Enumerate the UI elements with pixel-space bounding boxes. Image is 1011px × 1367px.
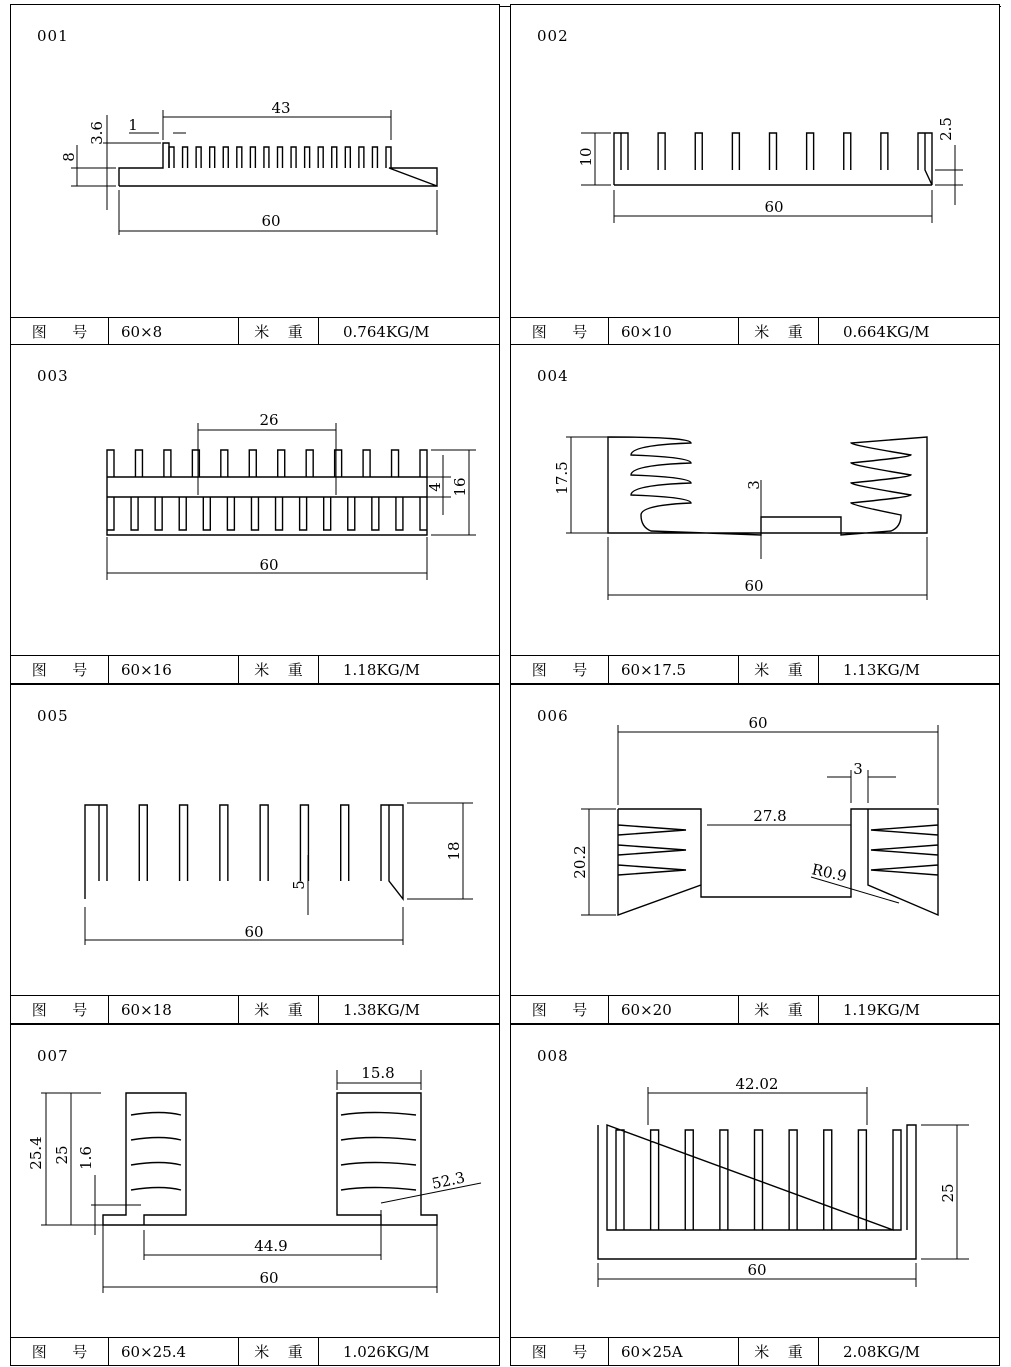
size-value: 60×10	[609, 318, 739, 345]
size-value: 60×18	[109, 996, 239, 1023]
dim-angle: 52.3	[430, 1168, 467, 1193]
weight-value: 1.38KG/M	[343, 1000, 420, 1019]
figure-label: 图 号	[511, 656, 609, 683]
profile-drawing	[511, 5, 1001, 325]
fin-comb	[169, 147, 391, 168]
profile-card-001	[10, 4, 500, 346]
size-value: 60×25.4	[109, 1338, 239, 1365]
heatsink-outline	[598, 1125, 916, 1259]
size-value: 60×8	[109, 318, 239, 345]
dim-base: 1.6	[77, 1146, 95, 1170]
weight-value: 0.764KG/M	[343, 322, 430, 341]
profile-drawing	[11, 5, 501, 325]
dim-height: 25.4	[27, 1136, 45, 1170]
weight-value: 1.18KG/M	[343, 660, 420, 679]
profile-drawing	[511, 685, 1001, 1005]
weight-label: 米 重	[239, 318, 319, 345]
profile-drawing	[11, 345, 501, 665]
dim-inner: 27.8	[753, 807, 787, 825]
weight-label: 米 重	[239, 996, 319, 1023]
profile-drawing	[511, 345, 1001, 665]
dim-height: 16	[451, 477, 469, 497]
dim-base: 2.5	[937, 117, 955, 141]
part-number: 006	[537, 707, 569, 725]
title-block	[511, 655, 999, 683]
title-block	[511, 317, 999, 345]
figure-label: 图 号	[11, 996, 109, 1023]
dim-overall: 60	[259, 556, 279, 574]
title-block	[11, 317, 499, 345]
heatsink-outline	[119, 143, 169, 186]
title-block	[511, 1337, 999, 1365]
dim-height: 17.5	[553, 461, 571, 495]
weight-value: 1.19KG/M	[843, 1000, 920, 1019]
dim-web: 4	[426, 482, 444, 492]
heatsink-outline	[85, 805, 403, 899]
dim-fin-height: 3.6	[88, 121, 106, 145]
dim-overall: 60	[244, 923, 264, 941]
dim-height: 18	[445, 841, 463, 861]
dim-fins: 43	[271, 99, 291, 117]
title-block	[11, 995, 499, 1023]
dim-overall: 60	[259, 1269, 279, 1287]
figure-label: 图 号	[511, 996, 609, 1023]
heatsink-outline	[107, 450, 427, 535]
heatsink-outline	[608, 437, 927, 535]
dim-wall: 3	[853, 760, 863, 778]
profile-card-004	[510, 344, 1000, 684]
profile-drawing	[11, 685, 501, 1005]
title-block	[11, 655, 499, 683]
part-number: 003	[37, 367, 69, 385]
profile-card-005	[10, 684, 500, 1024]
dim-inner: 42.02	[735, 1075, 779, 1093]
title-block	[11, 1337, 499, 1365]
heatsink-outline	[103, 1093, 437, 1225]
part-number: 005	[37, 707, 69, 725]
profile-card-002	[510, 4, 1000, 346]
part-number: 007	[37, 1047, 69, 1065]
weight-label: 米 重	[739, 1338, 819, 1365]
dim-overall: 60	[748, 714, 768, 732]
figure-label: 图 号	[11, 656, 109, 683]
size-value: 60×20	[609, 996, 739, 1023]
profile-drawing	[11, 1025, 501, 1345]
title-block	[511, 995, 999, 1023]
weight-label: 米 重	[739, 656, 819, 683]
dim-overall: 60	[261, 212, 281, 230]
profile-card-003	[10, 344, 500, 684]
dim-height: 8	[60, 152, 78, 162]
weight-value: 2.08KG/M	[843, 1342, 920, 1361]
dim-base: 5	[290, 880, 308, 890]
figure-label: 图 号	[11, 1338, 109, 1365]
size-value: 60×17.5	[609, 656, 739, 683]
dim-height: 25	[939, 1183, 957, 1203]
dim-inner: 26	[259, 411, 279, 429]
dim-fin-width: 15.8	[361, 1064, 395, 1082]
part-number: 002	[537, 27, 569, 45]
weight-label: 米 重	[739, 996, 819, 1023]
weight-value: 0.664KG/M	[843, 322, 930, 341]
profile-card-007	[10, 1024, 500, 1366]
figure-label: 图 号	[511, 318, 609, 345]
dim-gap: 1	[128, 116, 138, 134]
weight-label: 米 重	[239, 656, 319, 683]
dim-height: 20.2	[571, 845, 589, 879]
dim-height: 10	[577, 147, 595, 167]
dim-overall: 60	[744, 577, 764, 595]
weight-value: 1.026KG/M	[343, 1342, 430, 1361]
dim-overall: 60	[747, 1261, 767, 1279]
dim-base: 3	[745, 480, 763, 490]
heatsink-outline	[614, 133, 932, 185]
figure-label: 图 号	[511, 1338, 609, 1365]
profile-card-006	[510, 684, 1000, 1024]
dim-height-2: 25	[53, 1145, 71, 1165]
size-value: 60×25A	[609, 1338, 739, 1365]
figure-label: 图 号	[11, 318, 109, 345]
part-number: 004	[537, 367, 569, 385]
part-number: 008	[537, 1047, 569, 1065]
weight-label: 米 重	[239, 1338, 319, 1365]
weight-value: 1.13KG/M	[843, 660, 920, 679]
dim-inner: 44.9	[254, 1237, 288, 1255]
profile-card-008	[510, 1024, 1000, 1366]
part-number: 001	[37, 27, 69, 45]
dim-radius: R0.9	[810, 860, 849, 886]
profile-drawing	[511, 1025, 1001, 1345]
size-value: 60×16	[109, 656, 239, 683]
dim-overall: 60	[764, 198, 784, 216]
weight-label: 米 重	[739, 318, 819, 345]
